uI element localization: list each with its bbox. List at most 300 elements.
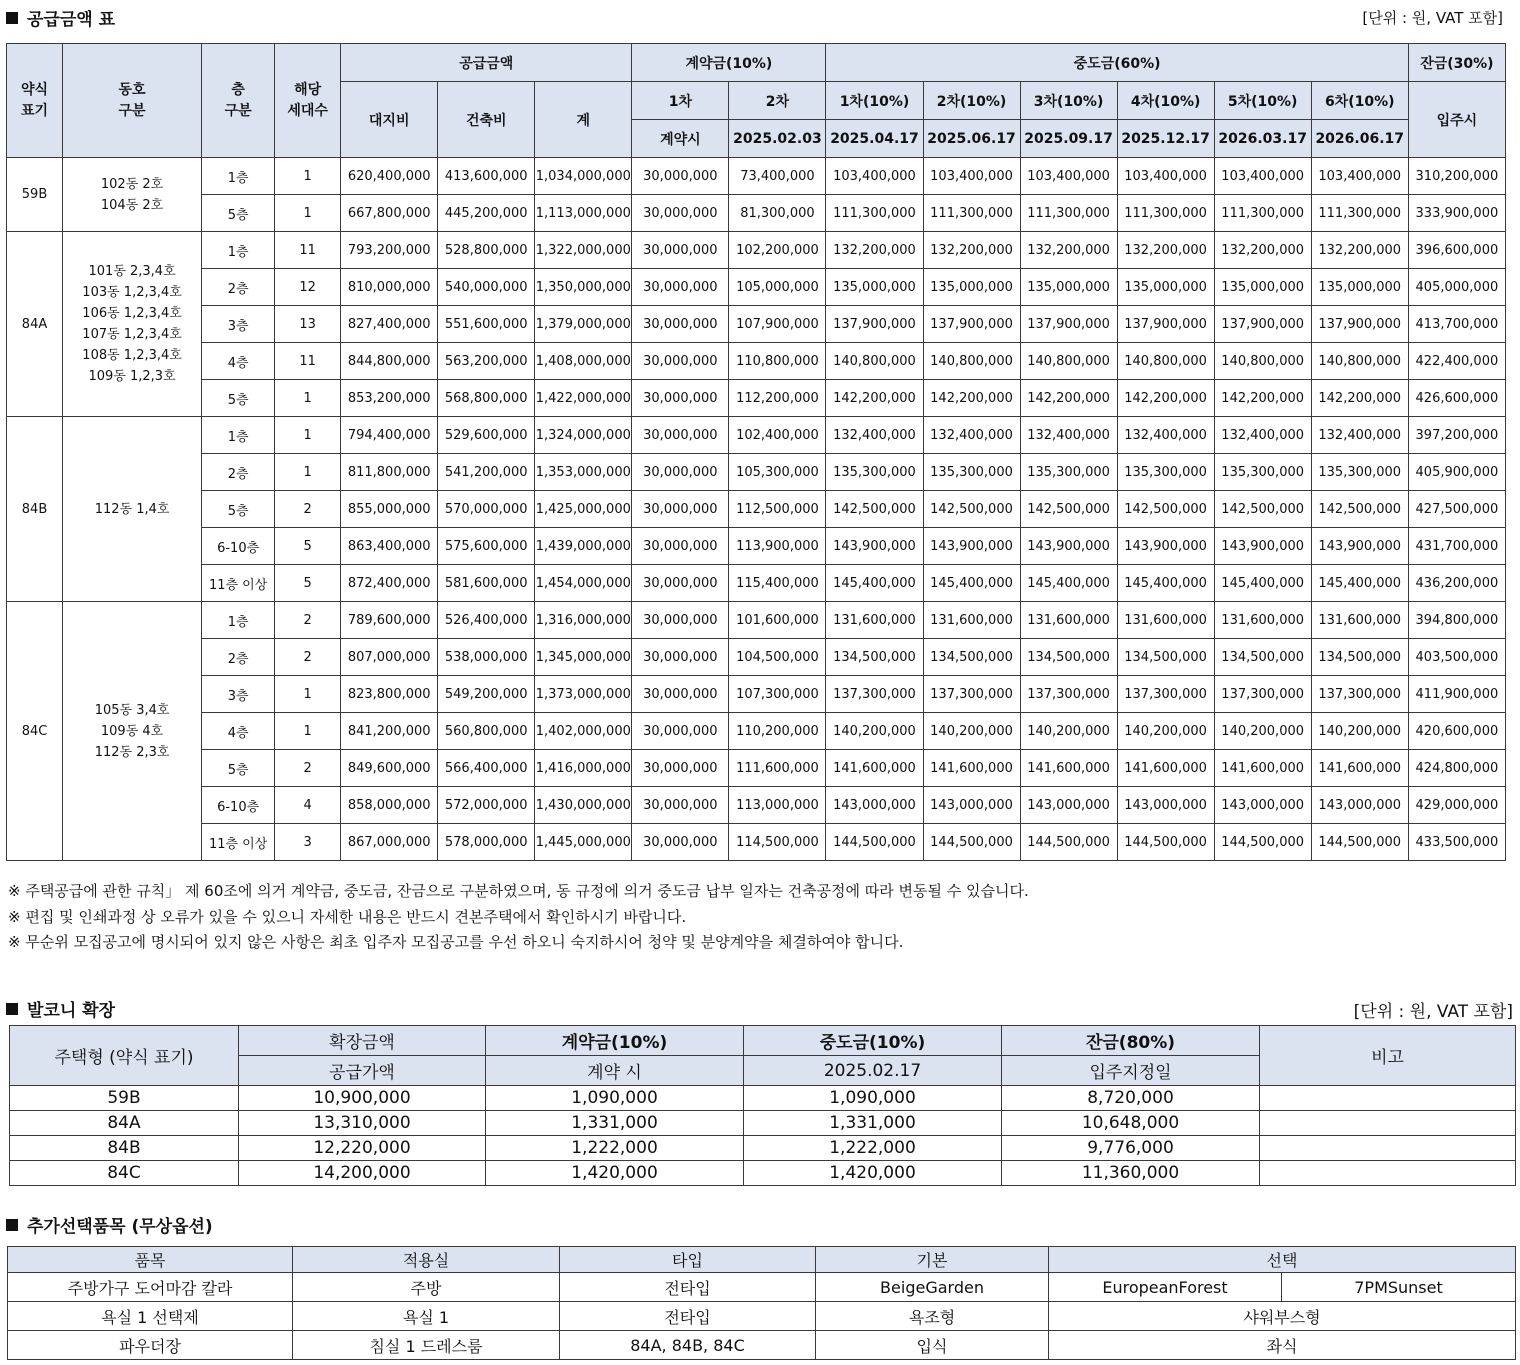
middle-payment-cell: 142,500,000 [1214,491,1311,528]
header-mid-label: 3차(10%) [1020,82,1117,120]
middle-payment-cell: 142,200,000 [1214,380,1311,417]
middle-payment-cell: 131,600,000 [1020,602,1117,639]
units-cell: 1 [275,417,341,454]
deposit1-cell: 30,000,000 [632,824,729,861]
section-title-text: 추가선택품목 (무상옵션) [27,1217,213,1237]
table-row [10,1161,1516,1186]
units-cell: 1 [275,195,341,232]
total-cell: 1,316,000,000 [535,602,632,639]
choice-cell: 샤워부스형 [1049,1302,1516,1331]
deposit1-cell: 30,000,000 [632,602,729,639]
header-balance: 잔금(30%) [1408,44,1505,82]
deposit1-cell: 30,000,000 [632,269,729,306]
deposit-cell: 1,420,000 [486,1161,744,1186]
middle-payment-cell: 142,500,000 [1311,491,1408,528]
base-cell: 욕조형 [816,1302,1049,1331]
type-cell: 84A [7,232,63,417]
deposit1-cell: 30,000,000 [632,454,729,491]
header-mid-label: 5차(10%) [1214,82,1311,120]
land-cell: 872,400,000 [341,565,438,602]
building-cell: 581,600,000 [438,565,535,602]
units-cell: 12 [275,269,341,306]
land-cell: 789,600,000 [341,602,438,639]
units-cell: 1 [275,713,341,750]
header-units: 해당 세대수 [275,44,341,158]
units-cell: 2 [275,750,341,787]
building-cell: 541,200,000 [438,454,535,491]
section-title-text: 발코니 확장 [27,1001,116,1021]
deposit2-cell: 110,800,000 [729,343,826,380]
note-line: ※ 주택공급에 관한 규칙」 제 60조에 의거 계약금, 중도금, 잔금으로 구분하였으며, 동 규정에 의거 중도금 납부 일자는 건축공정에 따라 변동될 수 있습니다. [8,882,1029,900]
middle-payment-cell: 111,300,000 [1214,195,1311,232]
table-row [7,306,1506,343]
amount-cell: 12,220,000 [239,1136,486,1161]
deposit-cell: 1,222,000 [486,1136,744,1161]
land-cell: 620,400,000 [341,158,438,195]
floor-cell: 5층 [202,380,275,417]
table-row [8,1331,1516,1360]
table-row [7,232,1506,269]
balance-cell: 8,720,000 [1002,1086,1260,1111]
building-cell: 575,600,000 [438,528,535,565]
table-row [7,491,1506,528]
middle-payment-cell: 140,200,000 [1311,713,1408,750]
middle-payment-cell: 143,900,000 [1311,528,1408,565]
note-line: ※ 편집 및 인쇄과정 상 오류가 있을 수 있으니 자세한 내용은 반드시 견본주택에서 확인하시기 바랍니다. [8,907,687,926]
type-cell: 84C [10,1161,239,1186]
header-type: 타입 [560,1247,816,1273]
middle-payment-cell: 140,800,000 [1020,343,1117,380]
middle-payment-cell: 132,200,000 [1311,232,1408,269]
middle-payment-cell: 142,200,000 [1311,380,1408,417]
units-cell: 5 [275,565,341,602]
middle-payment-cell: 143,000,000 [826,787,923,824]
dong-cell: 105동 3,4호 109동 4호 112동 2,3호 [63,602,202,861]
building-cell: 413,600,000 [438,158,535,195]
total-cell: 1,034,000,000 [535,158,632,195]
middle-payment-cell: 132,400,000 [1311,417,1408,454]
options-table [7,1246,1516,1360]
deposit1-cell: 30,000,000 [632,158,729,195]
table-row [7,195,1506,232]
middle-payment-cell: 144,500,000 [1020,824,1117,861]
land-cell: 811,800,000 [341,454,438,491]
units-cell: 2 [275,491,341,528]
type-cell: 84B [7,417,63,602]
middle-payment-cell: 132,200,000 [1117,232,1214,269]
middle-payment-cell: 103,400,000 [1214,158,1311,195]
balance-cell: 333,900,000 [1408,195,1505,232]
deposit2-cell: 73,400,000 [729,158,826,195]
deposit1-cell: 30,000,000 [632,380,729,417]
total-cell: 1,408,000,000 [535,343,632,380]
middle-payment-cell: 135,000,000 [1214,269,1311,306]
middle-payment-cell: 143,000,000 [923,787,1020,824]
header-dep2-date: 2025.02.03 [729,120,826,158]
middle-payment-cell: 132,400,000 [1214,417,1311,454]
table-row [7,269,1506,306]
options-body [8,1273,1516,1360]
note-cell [1260,1111,1516,1136]
total-cell: 1,439,000,000 [535,528,632,565]
middle-payment-cell: 137,900,000 [1020,306,1117,343]
table-row [7,417,1506,454]
middle-payment-cell: 140,200,000 [826,713,923,750]
middle-payment-cell: 132,200,000 [826,232,923,269]
deposit2-cell: 111,600,000 [729,750,826,787]
deposit1-cell: 30,000,000 [632,232,729,269]
type-cell: 59B [7,158,63,232]
land-cell: 810,000,000 [341,269,438,306]
middle-payment-cell: 132,200,000 [1020,232,1117,269]
amount-cell: 14,200,000 [239,1161,486,1186]
deposit2-cell: 112,200,000 [729,380,826,417]
header-mid-label: 6차(10%) [1311,82,1408,120]
choice-cell: 좌식 [1049,1331,1516,1360]
middle-payment-cell: 132,400,000 [1117,417,1214,454]
table-row [7,602,1506,639]
header-mid-date: 2025.04.17 [826,120,923,158]
middle-payment-cell: 145,400,000 [1020,565,1117,602]
header-balance-sub: 입주지정일 [1002,1056,1260,1086]
type-cell: 84A, 84B, 84C [560,1331,816,1360]
middle-payment-cell: 144,500,000 [923,824,1020,861]
middle-payment-cell: 134,500,000 [826,639,923,676]
middle-payment-cell: 111,300,000 [1117,195,1214,232]
total-cell: 1,454,000,000 [535,565,632,602]
floor-cell: 3층 [202,676,275,713]
header-land: 대지비 [341,82,438,158]
floor-cell: 5층 [202,750,275,787]
table-row [10,1086,1516,1111]
building-cell: 551,600,000 [438,306,535,343]
section-title-text: 공급금액 표 [27,10,116,30]
dong-cell: 101동 2,3,4호 103동 1,2,3,4호 106동 1,2,3,4호 107동 1,2,3,4호 108동 1,2,3,4호 109동 1,2,3호 [63,232,202,417]
middle-payment-cell: 144,500,000 [826,824,923,861]
middle-payment-cell: 144,500,000 [1311,824,1408,861]
deposit-cell: 1,331,000 [486,1111,744,1136]
floor-cell: 11층 이상 [202,565,275,602]
total-cell: 1,402,000,000 [535,713,632,750]
middle-payment-cell: 131,600,000 [923,602,1020,639]
header-choice: 선택 [1049,1247,1516,1273]
middle-payment-cell: 135,000,000 [826,269,923,306]
balance-cell: 427,500,000 [1408,491,1505,528]
square-bullet-icon [6,12,18,24]
deposit1-cell: 30,000,000 [632,195,729,232]
room-cell: 주방 [293,1273,560,1302]
middle-payment-cell: 143,000,000 [1117,787,1214,824]
type-cell: 59B [10,1086,239,1111]
header-mid-label: 1차(10%) [826,82,923,120]
header-mid-label: 4차(10%) [1117,82,1214,120]
middle-payment-cell: 137,900,000 [1117,306,1214,343]
middle-payment-cell: 140,200,000 [923,713,1020,750]
deposit2-cell: 81,300,000 [729,195,826,232]
deposit1-cell: 30,000,000 [632,713,729,750]
units-cell: 2 [275,602,341,639]
header-middle-sub: 2025.02.17 [744,1056,1002,1086]
land-cell: 863,400,000 [341,528,438,565]
middle-payment-cell: 103,400,000 [826,158,923,195]
middle-payment-cell: 135,000,000 [923,269,1020,306]
deposit1-cell: 30,000,000 [632,306,729,343]
floor-cell: 2층 [202,269,275,306]
land-cell: 858,000,000 [341,787,438,824]
notes [8,879,1029,956]
middle-payment-cell: 135,300,000 [1020,454,1117,491]
floor-cell: 4층 [202,713,275,750]
floor-cell: 3층 [202,306,275,343]
table-row [7,158,1506,195]
choice-cell: 7PMSunset [1282,1273,1516,1302]
building-cell: 529,600,000 [438,417,535,454]
land-cell: 849,600,000 [341,750,438,787]
deposit2-cell: 107,900,000 [729,306,826,343]
building-cell: 563,200,000 [438,343,535,380]
middle-payment-cell: 134,500,000 [1117,639,1214,676]
balance-cell: 431,700,000 [1408,528,1505,565]
balance-cell: 420,600,000 [1408,713,1505,750]
header-dep1-date: 계약시 [632,120,729,158]
floor-cell: 2층 [202,639,275,676]
deposit2-cell: 112,500,000 [729,491,826,528]
middle-cell: 1,331,000 [744,1111,1002,1136]
middle-payment-cell: 137,300,000 [1020,676,1117,713]
middle-payment-cell: 142,200,000 [923,380,1020,417]
floor-cell: 2층 [202,454,275,491]
middle-payment-cell: 135,000,000 [1117,269,1214,306]
balance-cell: 436,200,000 [1408,565,1505,602]
header-mid-date: 2026.03.17 [1214,120,1311,158]
middle-payment-cell: 137,300,000 [826,676,923,713]
middle-payment-cell: 145,400,000 [826,565,923,602]
middle-payment-cell: 137,900,000 [1311,306,1408,343]
deposit2-cell: 115,400,000 [729,565,826,602]
middle-payment-cell: 143,900,000 [1020,528,1117,565]
balcony-section-title [6,996,115,1021]
building-cell: 528,800,000 [438,232,535,269]
deposit2-cell: 102,200,000 [729,232,826,269]
deposit1-cell: 30,000,000 [632,491,729,528]
deposit1-cell: 30,000,000 [632,417,729,454]
balance-cell: 405,000,000 [1408,269,1505,306]
middle-payment-cell: 145,400,000 [923,565,1020,602]
floor-cell: 4층 [202,343,275,380]
unit-note: [단위 : 원, VAT 포함] [1362,9,1503,27]
options-section-title [6,1212,213,1237]
middle-payment-cell: 141,600,000 [1311,750,1408,787]
units-cell: 3 [275,824,341,861]
middle-payment-cell: 137,900,000 [1214,306,1311,343]
header-total: 계 [535,82,632,158]
room-cell: 욕실 1 [293,1302,560,1331]
header-deposit: 계약금(10%) [632,44,826,82]
units-cell: 1 [275,676,341,713]
middle-payment-cell: 140,200,000 [1117,713,1214,750]
middle-payment-cell: 143,000,000 [1214,787,1311,824]
balance-cell: 426,600,000 [1408,380,1505,417]
middle-payment-cell: 144,500,000 [1117,824,1214,861]
middle-payment-cell: 140,800,000 [1311,343,1408,380]
middle-payment-cell: 137,300,000 [1117,676,1214,713]
total-cell: 1,425,000,000 [535,491,632,528]
table-row [7,713,1506,750]
middle-payment-cell: 143,900,000 [1214,528,1311,565]
total-cell: 1,353,000,000 [535,454,632,491]
deposit-cell: 1,090,000 [486,1086,744,1111]
header-base: 기본 [816,1247,1049,1273]
header-type: 주택형 (약식 표기) [10,1026,239,1086]
type-cell: 전타입 [560,1273,816,1302]
land-cell: 667,800,000 [341,195,438,232]
middle-payment-cell: 140,800,000 [1117,343,1214,380]
type-cell: 전타입 [560,1302,816,1331]
middle-payment-cell: 111,300,000 [923,195,1020,232]
type-cell: 84A [10,1111,239,1136]
table-row [10,1136,1516,1161]
floor-cell: 1층 [202,602,275,639]
land-cell: 794,400,000 [341,417,438,454]
middle-payment-cell: 143,900,000 [1117,528,1214,565]
balance-cell: 411,900,000 [1408,676,1505,713]
land-cell: 853,200,000 [341,380,438,417]
balance-cell: 11,360,000 [1002,1161,1260,1186]
middle-payment-cell: 142,200,000 [826,380,923,417]
total-cell: 1,445,000,000 [535,824,632,861]
total-cell: 1,379,000,000 [535,306,632,343]
total-cell: 1,422,000,000 [535,380,632,417]
units-cell: 1 [275,380,341,417]
table-row [7,750,1506,787]
middle-payment-cell: 111,300,000 [1020,195,1117,232]
building-cell: 566,400,000 [438,750,535,787]
balance-cell: 310,200,000 [1408,158,1505,195]
middle-payment-cell: 145,400,000 [1311,565,1408,602]
middle-payment-cell: 143,900,000 [826,528,923,565]
middle-payment-cell: 135,300,000 [826,454,923,491]
middle-payment-cell: 141,600,000 [1020,750,1117,787]
middle-cell: 1,420,000 [744,1161,1002,1186]
middle-payment-cell: 132,200,000 [1214,232,1311,269]
balance-cell: 394,800,000 [1408,602,1505,639]
middle-payment-cell: 140,800,000 [826,343,923,380]
building-cell: 578,000,000 [438,824,535,861]
middle-payment-cell: 143,000,000 [1020,787,1117,824]
balance-cell: 433,500,000 [1408,824,1505,861]
middle-payment-cell: 142,200,000 [1117,380,1214,417]
supply-price-table [6,43,1506,861]
building-cell: 568,800,000 [438,380,535,417]
middle-payment-cell: 141,600,000 [1117,750,1214,787]
middle-payment-cell: 145,400,000 [1117,565,1214,602]
deposit1-cell: 30,000,000 [632,787,729,824]
land-cell: 827,400,000 [341,306,438,343]
middle-payment-cell: 131,600,000 [1311,602,1408,639]
balance-cell: 422,400,000 [1408,343,1505,380]
table-row [7,454,1506,491]
supply-price-body [7,158,1506,861]
land-cell: 793,200,000 [341,232,438,269]
middle-payment-cell: 135,000,000 [1311,269,1408,306]
balance-cell: 10,648,000 [1002,1111,1260,1136]
deposit1-cell: 30,000,000 [632,639,729,676]
deposit2-cell: 105,000,000 [729,269,826,306]
middle-payment-cell: 141,600,000 [1214,750,1311,787]
building-cell: 540,000,000 [438,269,535,306]
middle-payment-cell: 143,000,000 [1311,787,1408,824]
units-cell: 4 [275,787,341,824]
building-cell: 526,400,000 [438,602,535,639]
deposit2-cell: 110,200,000 [729,713,826,750]
item-cell: 파우더장 [8,1331,293,1360]
middle-payment-cell: 103,400,000 [1117,158,1214,195]
floor-cell: 5층 [202,491,275,528]
middle-payment-cell: 134,500,000 [923,639,1020,676]
total-cell: 1,324,000,000 [535,417,632,454]
square-bullet-icon [6,1219,18,1231]
middle-payment-cell: 131,600,000 [1117,602,1214,639]
item-cell: 주방가구 도어마감 칼라 [8,1273,293,1302]
header-amount: 확장금액 [239,1026,486,1056]
table-row [8,1302,1516,1331]
table-row [7,380,1506,417]
middle-payment-cell: 131,600,000 [826,602,923,639]
deposit2-cell: 104,500,000 [729,639,826,676]
floor-cell: 6-10층 [202,787,275,824]
floor-cell: 1층 [202,417,275,454]
table-row [7,639,1506,676]
middle-payment-cell: 135,300,000 [1214,454,1311,491]
header-dep2: 2차 [729,82,826,120]
middle-payment-cell: 135,300,000 [1311,454,1408,491]
total-cell: 1,345,000,000 [535,639,632,676]
balance-cell: 429,000,000 [1408,787,1505,824]
units-cell: 5 [275,528,341,565]
floor-cell: 6-10층 [202,528,275,565]
land-cell: 867,000,000 [341,824,438,861]
header-balance: 잔금(80%) [1002,1026,1260,1056]
deposit2-cell: 102,400,000 [729,417,826,454]
note-cell [1260,1161,1516,1186]
header-note: 비고 [1260,1026,1516,1086]
middle-payment-cell: 142,500,000 [923,491,1020,528]
middle-payment-cell: 135,000,000 [1020,269,1117,306]
header-building: 건축비 [438,82,535,158]
total-cell: 1,373,000,000 [535,676,632,713]
units-cell: 11 [275,343,341,380]
header-supply: 공급금액 [341,44,632,82]
middle-payment-cell: 103,400,000 [1020,158,1117,195]
total-cell: 1,322,000,000 [535,232,632,269]
deposit1-cell: 30,000,000 [632,565,729,602]
middle-payment-cell: 137,300,000 [1311,676,1408,713]
item-cell: 욕실 1 선택제 [8,1302,293,1331]
supply-price-section-title [6,5,115,30]
room-cell: 침실 1 드레스룸 [293,1331,560,1360]
middle-payment-cell: 142,500,000 [1020,491,1117,528]
middle-payment-cell: 134,500,000 [1311,639,1408,676]
units-cell: 2 [275,639,341,676]
middle-payment-cell: 111,300,000 [826,195,923,232]
middle-payment-cell: 135,300,000 [923,454,1020,491]
table-row [10,1111,1516,1136]
middle-payment-cell: 137,300,000 [923,676,1020,713]
land-cell: 807,000,000 [341,639,438,676]
note-cell [1260,1086,1516,1111]
middle-payment-cell: 137,900,000 [826,306,923,343]
header-middle: 중도금(60%) [826,44,1408,82]
